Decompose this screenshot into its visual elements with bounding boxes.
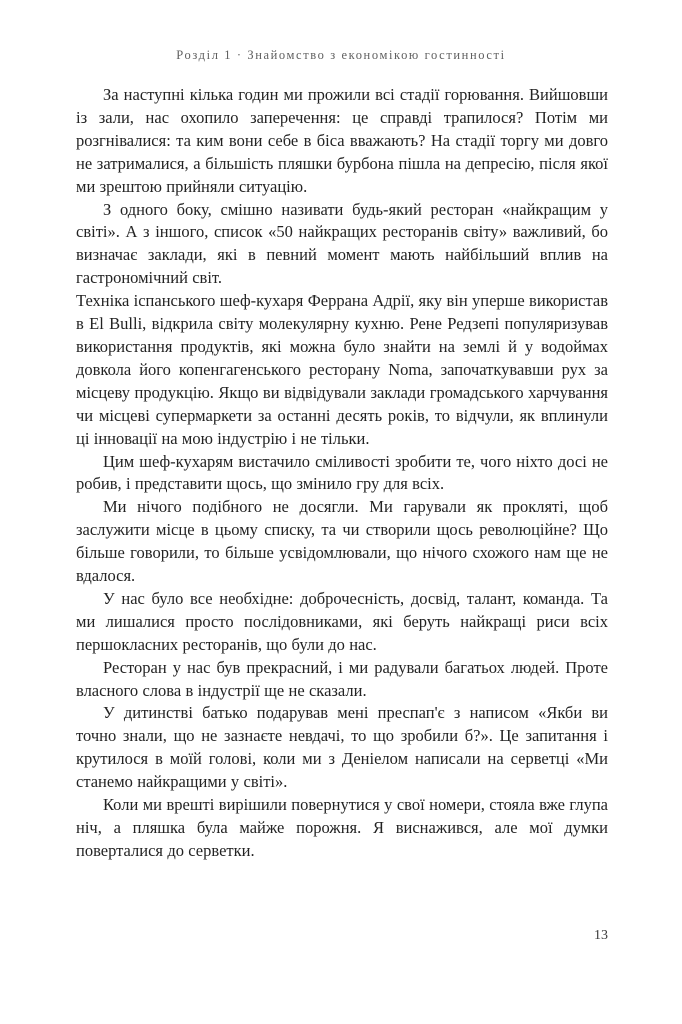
paragraph: У дитинстві батько подарував мені преспап'є з написом «Якби ви точно знали, що не зазнаєте невдачі, то що зробили б?». Це запитання і крутилося в моїй голові, коли ми з Деніелом написали на серветці «Ми станемо найкращими у світі». bbox=[76, 703, 608, 792]
paragraph: За наступні кілька годин ми прожили всі стадії горювання. Вийшовши із зали, нас охопило заперечення: це справді трапилося? Потім ми розгнівалися: та ким вони себе в біса вважають? На стадії торгу ми довго не затрималися, а більшість пляшки бурбона пішла на депресію, після якої ми зрештою прийняли ситуацію. bbox=[76, 85, 608, 196]
page-number: 13 bbox=[594, 928, 608, 943]
paragraph: У нас було все необхідне: доброчесність, досвід, талант, команда. Та ми лишалися просто послідовниками, які беруть найкращі риси всіх першокласних ресторанів, що були до нас. bbox=[76, 588, 608, 654]
paragraph: З одного боку, смішно називати будь-який ресторан «найкращим у світі». А з іншого, список «50 найкращих ресторанів світу» важливий, бо визначає заклади, які в певний момент мають найбільший вплив на гастрономічний світ. bbox=[76, 199, 608, 288]
paragraph: Цим шеф-кухарям вистачило сміливості зробити те, чого ніхто досі не робив, і представити щось, що змінило гру для всіх. bbox=[76, 451, 608, 494]
paragraph: Коли ми врешті вирішили повернутися у свої номери, стояла вже глупа ніч, а пляшка була майже порожня. Я виснажився, але мої думки поверталися до серветки. bbox=[76, 795, 608, 860]
paragraph: Ресторан у нас був прекрасний, і ми радували багатьох людей. Проте власного слова в індустрії ще не сказали. bbox=[76, 657, 608, 700]
body-text bbox=[76, 84, 608, 863]
paragraph: Ми нічого подібного не досягли. Ми гарували як прокляті, щоб заслужити місце в цьому списку, та чи створили щось революційне? Що більше говорили, то більше усвідомлювали, що нічого схожого нам ще не вдалося. bbox=[76, 497, 608, 586]
paragraph: Техніка іспанського шеф-кухаря Феррана Адрії, яку він уперше використав в El Bulli, відкрила світу молекулярну кухню. Рене Редзепі популяризував використання продуктів, які можна було знайти на землі й у водоймах довкола його копенгагенського ресторану Noma, започаткувавши рух за місцеву продукцію. Якщо ви відвідували заклади громадського харчування чи місцеві супермаркети за останні десять років, то відчули, як вплинули ці інновації на мою індустрію і не тільки. bbox=[76, 291, 609, 448]
running-header: Розділ 1 · Знайомство з економікою гостинності bbox=[176, 48, 506, 62]
